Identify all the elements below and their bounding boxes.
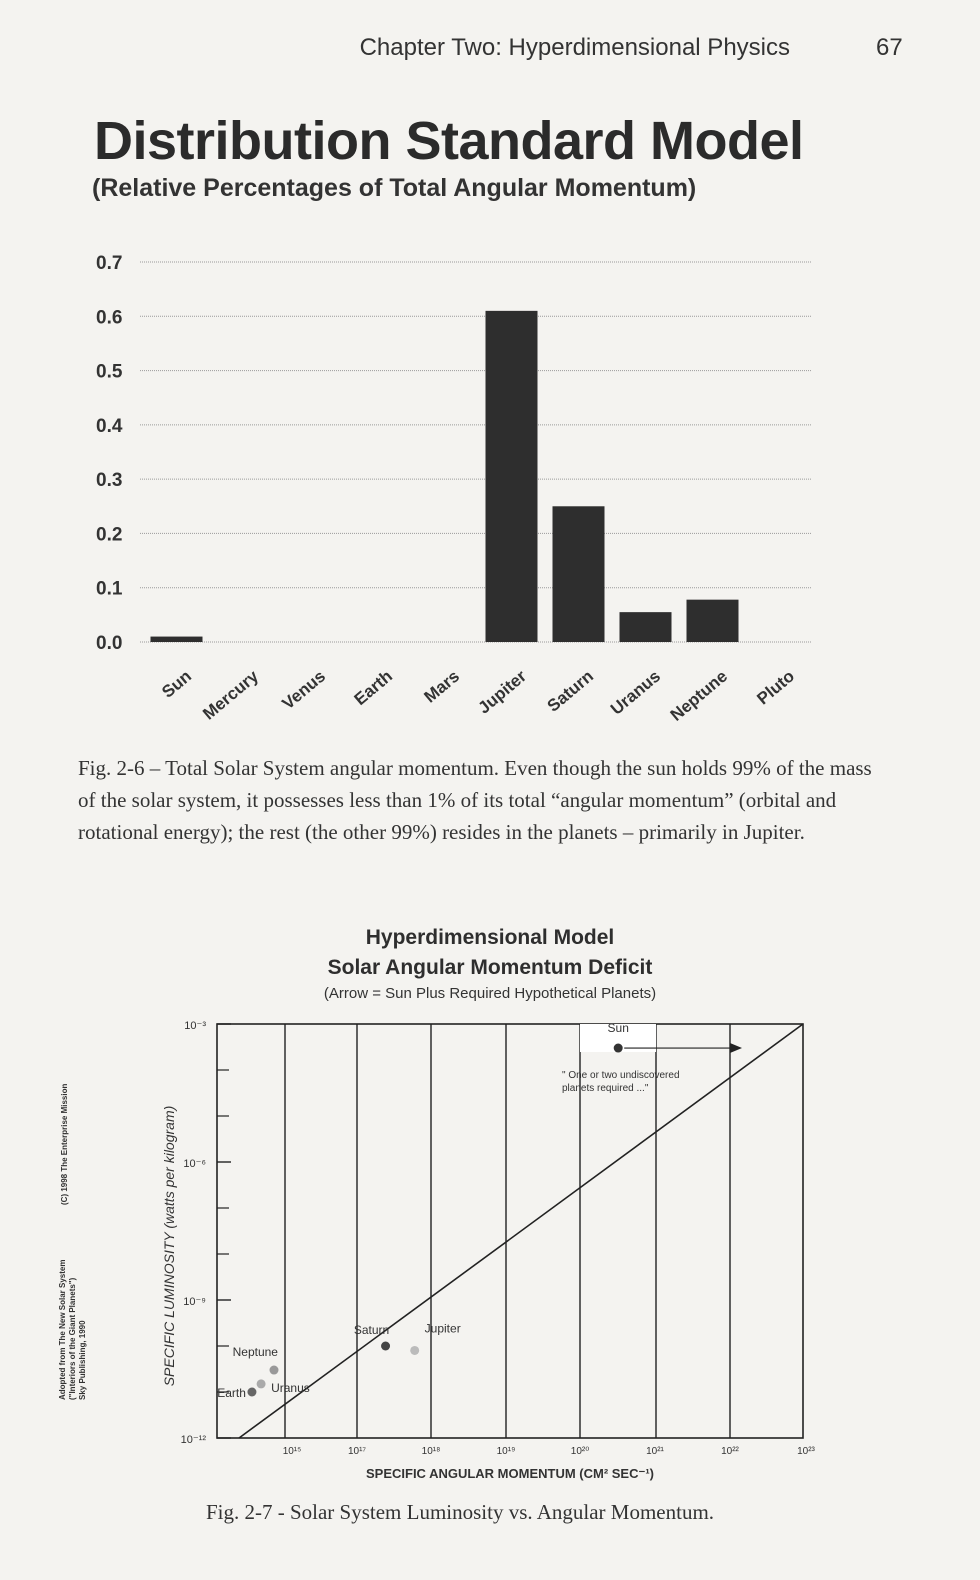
- point-jupiter: [410, 1346, 419, 1355]
- y-tick-label: 10⁻¹²: [180, 1434, 206, 1446]
- x-axis-label: SPECIFIC ANGULAR MOMENTUM (CM² SEC⁻¹): [365, 1466, 655, 1481]
- plot-frame: [217, 1024, 803, 1438]
- bar-uranus: [620, 612, 672, 642]
- bar-chart: [0, 240, 980, 740]
- figure-caption-2-7: Fig. 2-7 - Solar System Luminosity vs. Angular Momentum.: [205, 1500, 715, 1524]
- y-tick-label: 0.5: [96, 361, 123, 383]
- arrow-head: [730, 1043, 742, 1053]
- point-earth: [247, 1388, 256, 1397]
- y-tick-label: 0.3: [96, 470, 123, 492]
- y-tick-label: 10⁻⁶: [183, 1158, 206, 1170]
- point-uranus: [257, 1379, 266, 1388]
- x-tick-label: 10¹⁷: [347, 1446, 367, 1457]
- page-number: 67: [876, 34, 903, 61]
- bar-sun: [151, 637, 203, 642]
- x-tick-label: Neptune: [666, 666, 732, 725]
- x-tick-label: Mercury: [199, 666, 263, 724]
- credit-adapted-3: Sky Publishing, 1990: [78, 1320, 87, 1400]
- point-label-neptune: Neptune: [232, 1345, 278, 1360]
- point-saturn: [381, 1342, 390, 1351]
- trend-line: [239, 1024, 803, 1438]
- chart2-subtitle: (Arrow = Sun Plus Required Hypothetical Planets): [323, 985, 657, 1002]
- x-tick-label: Pluto: [753, 666, 799, 709]
- point-label-earth: Earth: [217, 1386, 246, 1400]
- y-axis-label: SPECIFIC LUMINOSITY (watts per kilogram): [161, 1105, 177, 1387]
- x-tick-label: Jupiter: [474, 666, 531, 718]
- point-label-saturn: Saturn: [353, 1323, 390, 1337]
- y-tick-label: 0.4: [96, 415, 123, 437]
- x-tick-label: 10²⁰: [570, 1446, 590, 1457]
- x-tick-label: Earth: [350, 666, 397, 710]
- y-tick-label: 0.6: [96, 307, 123, 329]
- x-tick-label: 10²¹: [646, 1446, 664, 1457]
- figure-caption-2-6: Fig. 2-6 – Total Solar System angular momentum. Even though the sun holds 99% of the mass of the solar system, it possesses less than 1% of its total “angular momentum” (orbital and rotational energy); the rest (the other 99%) resides in the planets – primarily in Jupiter.: [78, 756, 872, 844]
- y-tick-label: 10⁻³: [184, 1020, 206, 1032]
- arrow-annotation-line1: " One or two undiscovered: [562, 1070, 680, 1081]
- chart1-title: Distribution Standard Model: [94, 111, 804, 171]
- bar-saturn: [553, 506, 605, 642]
- arrow-annotation-line2: planets required ...": [562, 1083, 649, 1094]
- point-label-uranus: Uranus: [271, 1380, 310, 1395]
- bar-jupiter: [486, 311, 538, 642]
- point-neptune: [269, 1366, 278, 1375]
- point-sun: [614, 1044, 623, 1053]
- y-tick-label: 10⁻⁹: [183, 1296, 206, 1308]
- chart2-title-line2: Solar Angular Momentum Deficit: [327, 956, 653, 979]
- y-tick-label: 0.1: [96, 578, 123, 600]
- credit-copyright: (C) 1998 The Enterprise Mission: [60, 1083, 69, 1205]
- credit-adapted-1: Adopted from The New Solar System: [58, 1259, 67, 1400]
- x-tick-label: 10²²: [721, 1446, 739, 1457]
- x-tick-label: 10¹⁵: [282, 1446, 302, 1457]
- x-tick-label: Venus: [278, 666, 330, 714]
- chart1-subtitle: (Relative Percentages of Total Angular Momentum): [92, 174, 697, 202]
- x-tick-label: 10¹⁹: [496, 1446, 516, 1457]
- point-label-sun: Sun: [607, 1021, 629, 1036]
- scatter-chart: [0, 1010, 980, 1490]
- credit-adapted-2: ("Interiors of the Giant Planets"): [68, 1277, 77, 1400]
- x-tick-label: 10¹⁸: [421, 1446, 441, 1457]
- x-tick-label: Uranus: [606, 666, 665, 719]
- bar-neptune: [687, 600, 739, 642]
- x-tick-label: Mars: [420, 666, 464, 707]
- y-tick-label: 0.2: [96, 524, 123, 546]
- x-tick-label: 10²³: [797, 1446, 815, 1457]
- chart2-title: Hyperdimensional Model: [365, 926, 615, 949]
- point-label-jupiter: Jupiter: [424, 1321, 461, 1336]
- x-tick-label: Sun: [158, 666, 196, 702]
- x-tick-label: Saturn: [543, 666, 598, 716]
- y-tick-label: 0.0: [96, 633, 123, 654]
- y-tick-label: 0.7: [96, 253, 123, 274]
- running-head: Chapter Two: Hyperdimensional Physics: [359, 34, 790, 61]
